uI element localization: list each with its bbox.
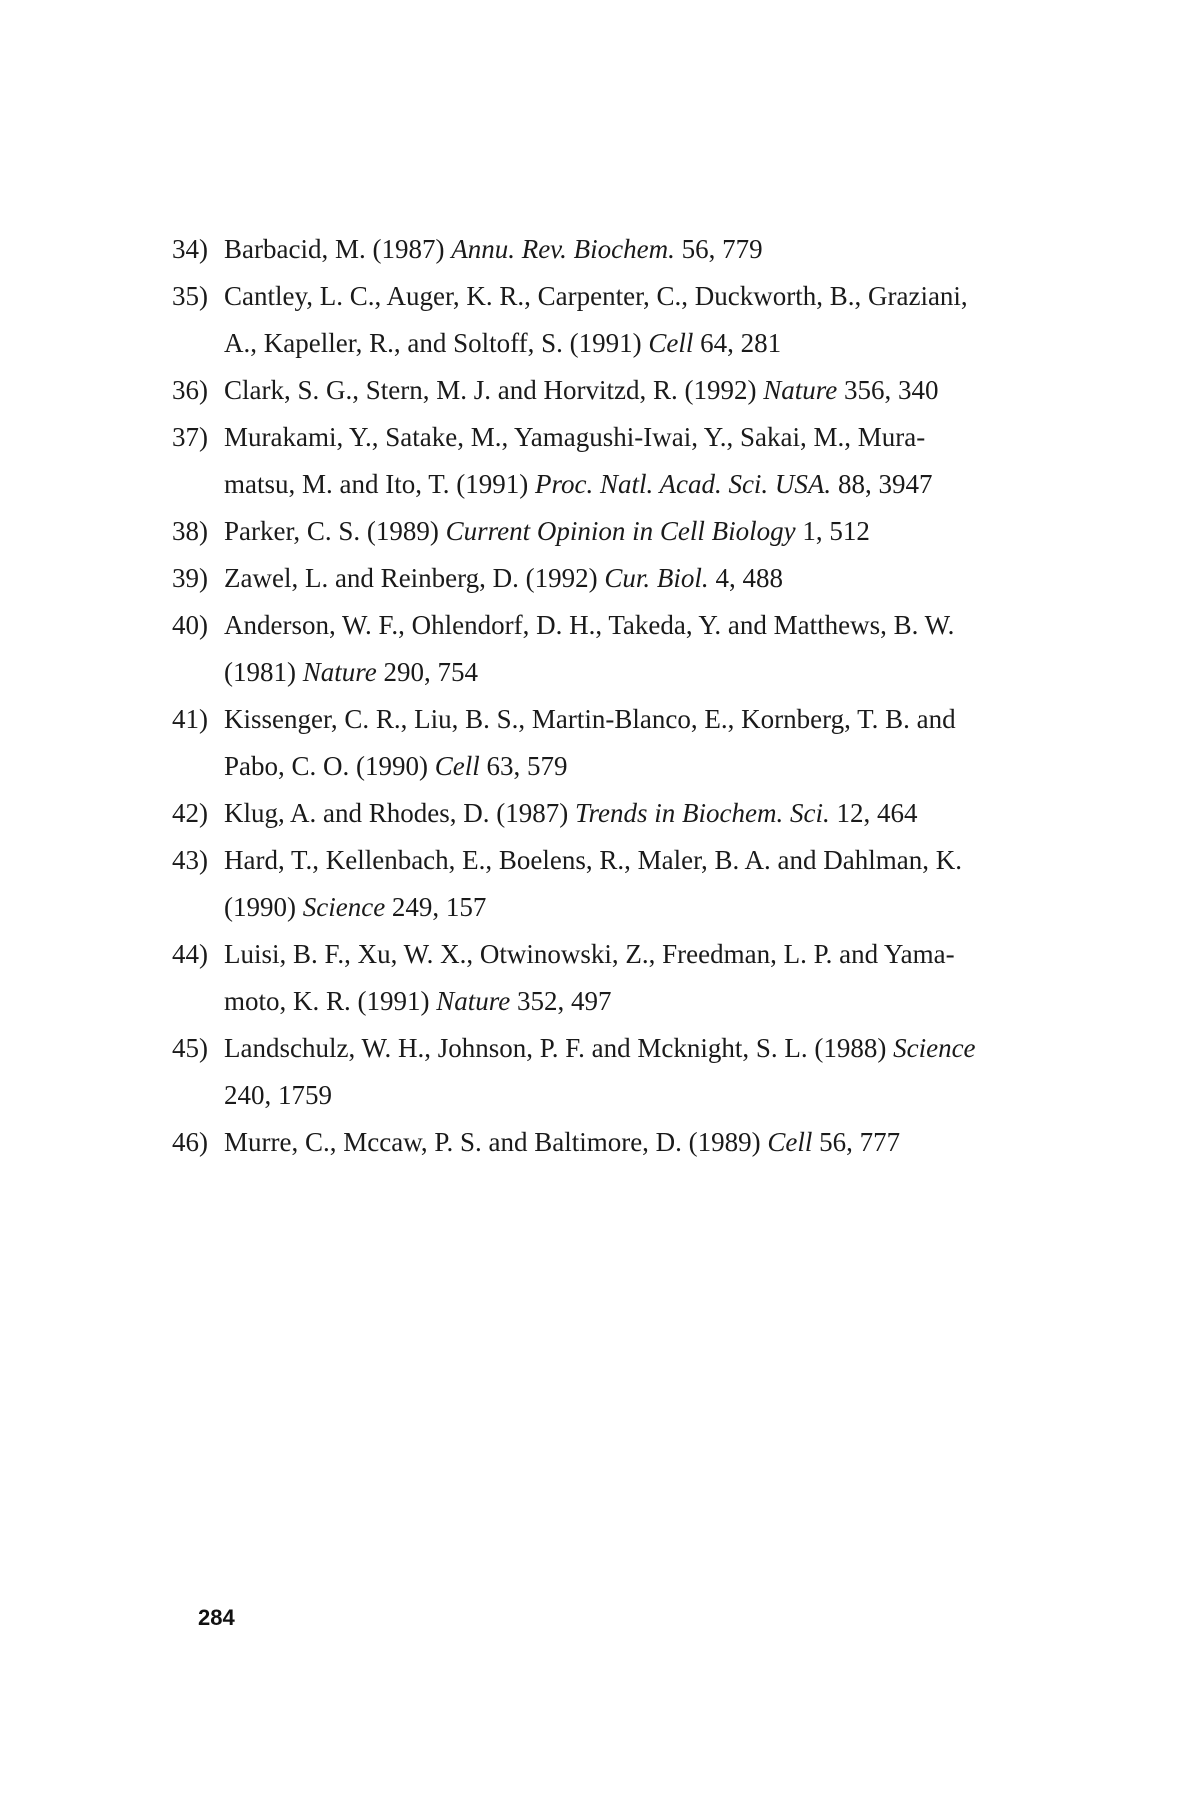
reference-number: 44) <box>172 939 208 969</box>
reference-text: Klug, A. and Rhodes, D. (1987) <box>224 798 575 828</box>
journal-title: Nature <box>302 657 377 687</box>
reference-text: Barbacid, M. (1987) <box>224 234 452 264</box>
reference-text: moto, K. R. (1991) <box>224 986 437 1016</box>
reference-text: Parker, C. S. (1989) <box>224 516 446 546</box>
reference-text: 352, 497 <box>510 986 612 1016</box>
reference-text: Hard, T., Kellenbach, E., Boelens, R., Maler, B. A. and Dahlman, K. <box>224 845 963 875</box>
reference-text: Kissenger, C. R., Liu, B. S., Martin-Blanco, E., Kornberg, T. B. and <box>224 704 956 734</box>
reference-item <box>172 931 1082 1025</box>
journal-title: Proc. Natl. Acad. Sci. USA. <box>534 469 832 499</box>
reference-text: Zawel, L. and Reinberg, D. (1992) <box>224 563 605 593</box>
reference-line <box>224 1119 1082 1166</box>
reference-text: Anderson, W. F., Ohlendorf, D. H., Takeda, Y. and Matthews, B. W. <box>224 610 955 640</box>
reference-text: A., Kapeller, R., and Soltoff, S. (1991) <box>224 328 649 358</box>
reference-item <box>172 414 1082 508</box>
reference-number: 35) <box>172 281 208 311</box>
reference-number: 36) <box>172 375 208 405</box>
reference-text: 88, 3947 <box>831 469 933 499</box>
reference-item <box>172 508 1082 555</box>
reference-number: 37) <box>172 422 208 452</box>
reference-text: 64, 281 <box>693 328 782 358</box>
reference-item <box>172 367 1082 414</box>
reference-text: Cantley, L. C., Auger, K. R., Carpenter, C., Duckworth, B., Graziani, <box>224 281 968 311</box>
reference-text: 12, 464 <box>829 798 918 828</box>
reference-text: Pabo, C. O. (1990) <box>224 751 435 781</box>
reference-number: 43) <box>172 845 208 875</box>
reference-line <box>224 696 1082 743</box>
reference-list <box>172 226 1082 1166</box>
reference-text: Murakami, Y., Satake, M., Yamagushi-Iwai, Y., Sakai, M., Mura- <box>224 422 926 452</box>
journal-title: Cur. Biol. <box>604 563 709 593</box>
reference-text: Luisi, B. F., Xu, W. X., Otwinowski, Z., Freedman, L. P. and Yama- <box>224 939 955 969</box>
reference-item <box>172 555 1082 602</box>
reference-item <box>172 226 1082 273</box>
reference-line <box>224 602 1082 649</box>
reference-line <box>224 367 1082 414</box>
reference-line <box>224 508 1082 555</box>
reference-number: 38) <box>172 516 208 546</box>
reference-text: 249, 157 <box>385 892 487 922</box>
reference-line <box>224 1072 1082 1119</box>
reference-text: 56, 777 <box>812 1127 901 1157</box>
reference-text: 56, 779 <box>674 234 763 264</box>
reference-text: 1, 512 <box>795 516 870 546</box>
reference-line <box>224 978 1082 1025</box>
reference-number: 45) <box>172 1033 208 1063</box>
reference-text: 356, 340 <box>837 375 939 405</box>
reference-text: 4, 488 <box>708 563 783 593</box>
journal-title: Trends in Biochem. Sci. <box>574 798 830 828</box>
reference-text: (1981) <box>224 657 303 687</box>
reference-item <box>172 790 1082 837</box>
reference-number: 46) <box>172 1127 208 1157</box>
reference-item <box>172 837 1082 931</box>
reference-item <box>172 273 1082 367</box>
page-number: 284 <box>198 1605 235 1630</box>
reference-text: 290, 754 <box>376 657 478 687</box>
reference-line <box>224 226 1082 273</box>
journal-title: Annu. Rev. Biochem. <box>451 234 675 264</box>
reference-number: 41) <box>172 704 208 734</box>
reference-line <box>224 1025 1082 1072</box>
reference-line <box>224 273 1082 320</box>
reference-line <box>224 649 1082 696</box>
reference-line <box>224 461 1082 508</box>
reference-number: 34) <box>172 234 208 264</box>
reference-line <box>224 931 1082 978</box>
reference-line <box>224 743 1082 790</box>
reference-line <box>224 414 1082 461</box>
journal-title: Cell <box>648 328 694 358</box>
reference-number: 42) <box>172 798 208 828</box>
reference-text: Murre, C., Mccaw, P. S. and Baltimore, D. (1989) <box>224 1127 768 1157</box>
journal-title: Cell <box>767 1127 813 1157</box>
reference-item <box>172 696 1082 790</box>
journal-title: Science <box>893 1033 976 1063</box>
reference-text: (1990) <box>224 892 303 922</box>
reference-number: 39) <box>172 563 208 593</box>
reference-text: Landschulz, W. H., Johnson, P. F. and Mcknight, S. L. (1988) <box>224 1033 894 1063</box>
reference-line <box>224 837 1082 884</box>
reference-text: 240, 1759 <box>224 1080 332 1110</box>
reference-item <box>172 1025 1082 1119</box>
reference-item <box>172 602 1082 696</box>
journal-title: Nature <box>436 986 511 1016</box>
reference-line <box>224 320 1082 367</box>
journal-title: Cell <box>434 751 480 781</box>
journal-title: Nature <box>763 375 838 405</box>
reference-line <box>224 884 1082 931</box>
reference-text: 63, 579 <box>479 751 568 781</box>
journal-title: Current Opinion in Cell Biology <box>445 516 796 546</box>
reference-line <box>224 790 1082 837</box>
reference-text: matsu, M. and Ito, T. (1991) <box>224 469 535 499</box>
reference-number: 40) <box>172 610 208 640</box>
reference-line <box>224 555 1082 602</box>
journal-title: Science <box>302 892 386 922</box>
reference-text: Clark, S. G., Stern, M. J. and Horvitzd, R. (1992) <box>224 375 764 405</box>
reference-item <box>172 1119 1082 1166</box>
